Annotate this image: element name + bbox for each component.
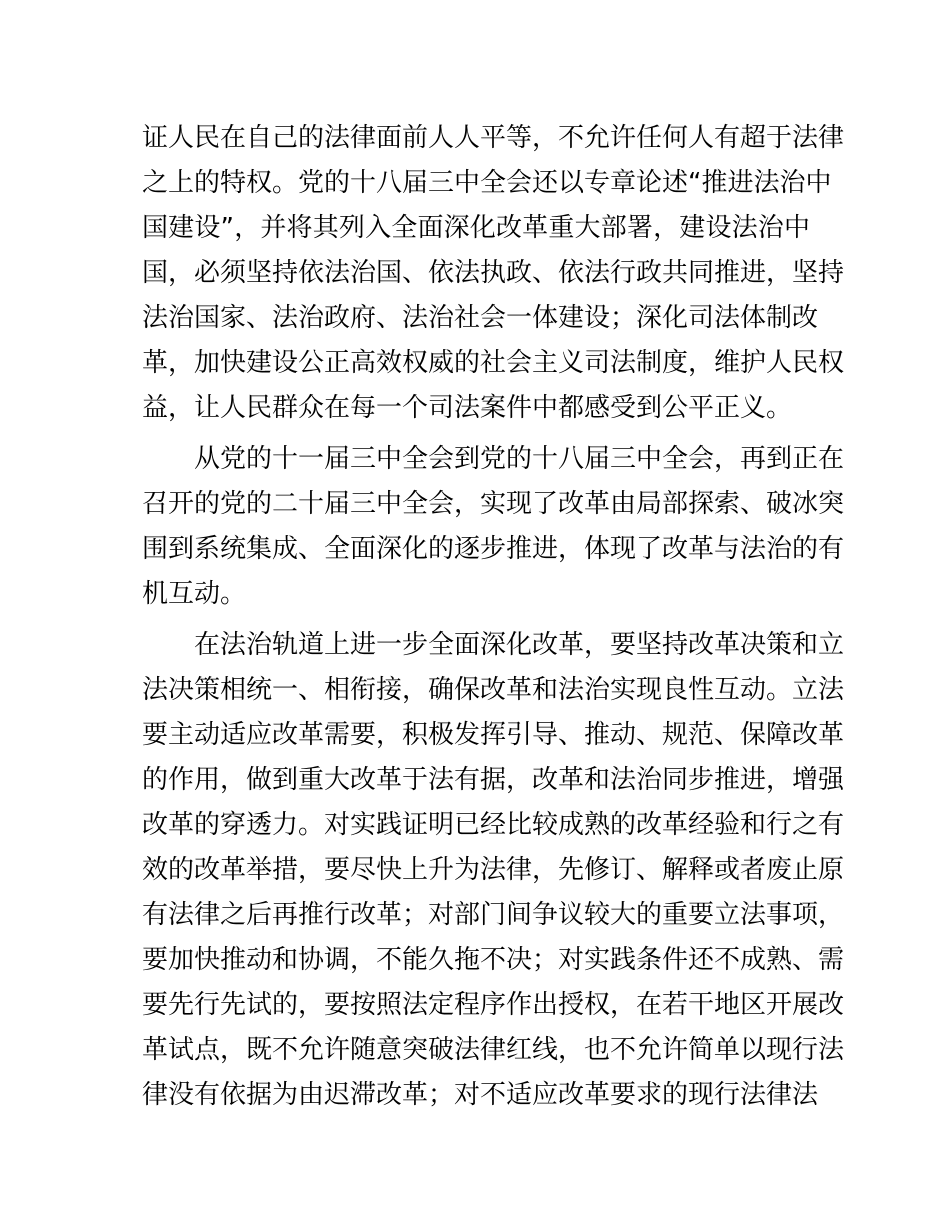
- text-line: 从党的十一届三中全会到党的十八届三中全会，再到正在: [194, 444, 845, 474]
- text-line: 法治国家、法治政府、法治社会一体建设；深化司法体制改: [142, 303, 819, 333]
- paragraph-2: [142, 437, 845, 617]
- paragraph-1: [142, 116, 845, 431]
- text-line: 改革的穿透力。对实践证明已经比较成熟的改革经验和行之有: [142, 810, 845, 840]
- text-line: 的作用，做到重大改革于法有据，改革和法治同步推进，增强: [142, 765, 845, 795]
- text-line: 革，加快建设公正高效权威的社会主义司法制度，维护人民权: [142, 348, 845, 378]
- paragraph-3: [142, 623, 845, 1118]
- text-line: 在法治轨道上进一步全面深化改革，要坚持改革决策和立: [194, 630, 845, 660]
- text-line: 机互动。: [142, 579, 247, 609]
- text-line: 要先行先试的，要按照法定程序作出授权，在若干地区开展改: [142, 990, 845, 1020]
- text-line: 围到系统集成、全面深化的逐步推进，体现了改革与法治的有: [142, 534, 845, 564]
- text-line: 有法律之后再推行改革；对部门间争议较大的重要立法事项，: [142, 900, 845, 930]
- text-line: 证人民在自己的法律面前人人平等，不允许任何人有超于法律: [142, 123, 845, 153]
- text-line: 国，必须坚持依法治国、依法执政、依法行政共同推进，坚持: [142, 258, 845, 288]
- text-line: 要主动适应改革需要，积极发挥引导、推动、规范、保障改革: [142, 720, 845, 750]
- text-line: 国建设”，并将其列入全面深化改革重大部署，建设法治中: [142, 213, 810, 243]
- text-line: 召开的党的二十届三中全会，实现了改革由局部探索、破冰突: [142, 489, 845, 519]
- body-text: [142, 116, 845, 1118]
- text-line: 律没有依据为由迟滞改革；对不适应改革要求的现行法律法: [142, 1080, 819, 1110]
- text-line: 革试点，既不允许随意突破法律红线，也不允许简单以现行法: [142, 1035, 845, 1065]
- text-line: 效的改革举措，要尽快上升为法律，先修订、解释或者废止原: [142, 855, 845, 885]
- text-line: 要加快推动和协调，不能久拖不决；对实践条件还不成熟、需: [142, 945, 845, 975]
- text-line: 之上的特权。党的十八届三中全会还以专章论述“推进法治中: [142, 168, 832, 198]
- text-line: 益，让人民群众在每一个司法案件中都感受到公平正义。: [142, 393, 793, 423]
- text-line: 法决策相统一、相衔接，确保改革和法治实现良性互动。立法: [142, 675, 845, 705]
